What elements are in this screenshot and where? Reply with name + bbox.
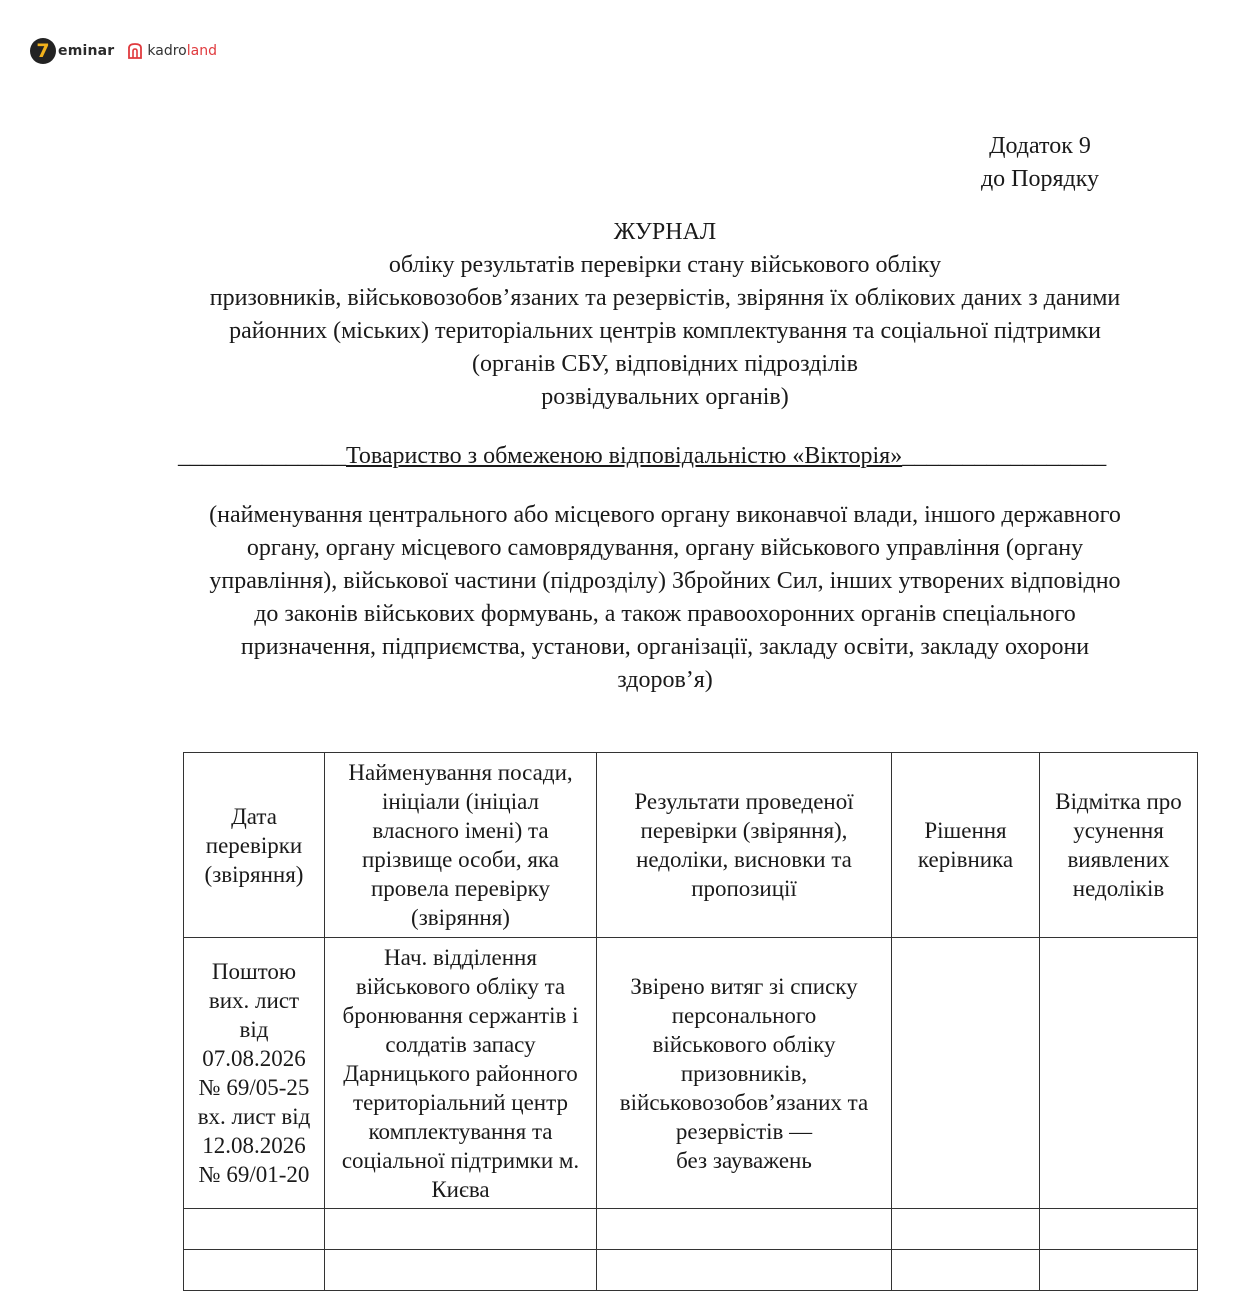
empty-cell — [184, 1209, 325, 1250]
table-row — [184, 938, 1198, 1209]
document-title — [160, 216, 1170, 414]
cell-remedy-mark — [1040, 938, 1198, 1209]
title-line-2: призовників, військовозобов’язаних та резервістів, звіряння їх облікових даних з даними — [209, 285, 1121, 311]
title-heading: ЖУРНАЛ — [613, 219, 717, 245]
empty-cell — [1040, 1250, 1198, 1291]
header-remedy-mark: Відмітка про усунення виявлених недоліків — [1040, 753, 1198, 938]
empty-cell — [325, 1250, 597, 1291]
empty-cell — [1040, 1209, 1198, 1250]
shield-door-icon — [126, 42, 144, 60]
organization-note-line-4: до законів військових формувань, а також правоохоронних органів спеціального — [254, 601, 1076, 627]
logo-bar — [30, 38, 217, 64]
organization-blank-right: _________________ — [902, 443, 1107, 469]
table-row-empty — [184, 1209, 1198, 1250]
empty-cell — [892, 1209, 1040, 1250]
seminar-logo — [30, 38, 114, 64]
seminar-logo-word: eminar — [58, 43, 115, 59]
appendix-line-1: Додаток 9 — [989, 133, 1091, 159]
header-decision: Рішення керівника — [892, 753, 1040, 938]
title-line-5: розвідувальних органів) — [541, 384, 789, 410]
cell-decision — [892, 938, 1040, 1209]
title-line-4: (органів СБУ, відповідних підрозділів — [472, 351, 858, 377]
table-header-row — [184, 753, 1198, 938]
organization-blank-left: ______________ — [178, 443, 346, 469]
cell-check-date: Поштою вих. лист від 07.08.2026 № 69/05-25 вх. лист від 12.08.2026 № 69/01-20 — [184, 938, 325, 1209]
header-inspector: Найменування посади, ініціали (ініціал власного імені) та прізвище особи, яка провела перевірку (звіряння) — [325, 753, 597, 938]
title-line-3: районних (міських) територіальних центрів комплектування та соціальної підтримки — [229, 318, 1101, 344]
appendix-line-2: до Порядку — [980, 166, 1100, 192]
organization-name: Товариство з обмеженою відповідальністю «Вікторія» — [346, 443, 903, 469]
header-check-date: Дата перевірки (звіряння) — [184, 753, 325, 938]
organization-line — [178, 440, 1138, 473]
kadroland-logo — [126, 42, 217, 60]
kadroland-logo-word: kadroland — [147, 43, 217, 59]
cell-results: Звірено витяг зі списку персонального військового обліку призовників, військовозобов’язаних та резервістів — без зауважень — [597, 938, 892, 1209]
empty-cell — [892, 1250, 1040, 1291]
organization-note-line-3: управління), військової частини (підрозділу) Збройних Сил, інших утворених відповідно — [209, 568, 1121, 594]
organization-note-line-6: здоров’я) — [617, 667, 713, 693]
organization-note — [170, 499, 1160, 697]
cell-inspector: Нач. відділення військового обліку та бронювання сержантів і солдатів запасу Дарницького районного територіальний центр комплектування та соціальної підтримки м. Києва — [325, 938, 597, 1209]
organization-note-line-1: (найменування центрального або місцевого органу виконавчої влади, іншого державного — [209, 502, 1121, 528]
seminar-logo-mark: 7 — [30, 38, 56, 64]
empty-cell — [597, 1209, 892, 1250]
organization-note-line-2: органу, органу місцевого самоврядування, органу військового управління (органу — [246, 535, 1084, 561]
empty-cell — [597, 1250, 892, 1291]
empty-cell — [184, 1250, 325, 1291]
appendix-note — [970, 130, 1110, 196]
journal-table — [183, 752, 1198, 1291]
organization-note-line-5: призначення, підприємства, установи, організації, закладу освіти, закладу охорони — [240, 634, 1090, 660]
title-line-1: обліку результатів перевірки стану військового обліку — [388, 252, 942, 278]
table-row-empty — [184, 1250, 1198, 1291]
header-results: Результати проведеної перевірки (звіряння), недоліки, висновки та пропозиції — [597, 753, 892, 938]
empty-cell — [325, 1209, 597, 1250]
